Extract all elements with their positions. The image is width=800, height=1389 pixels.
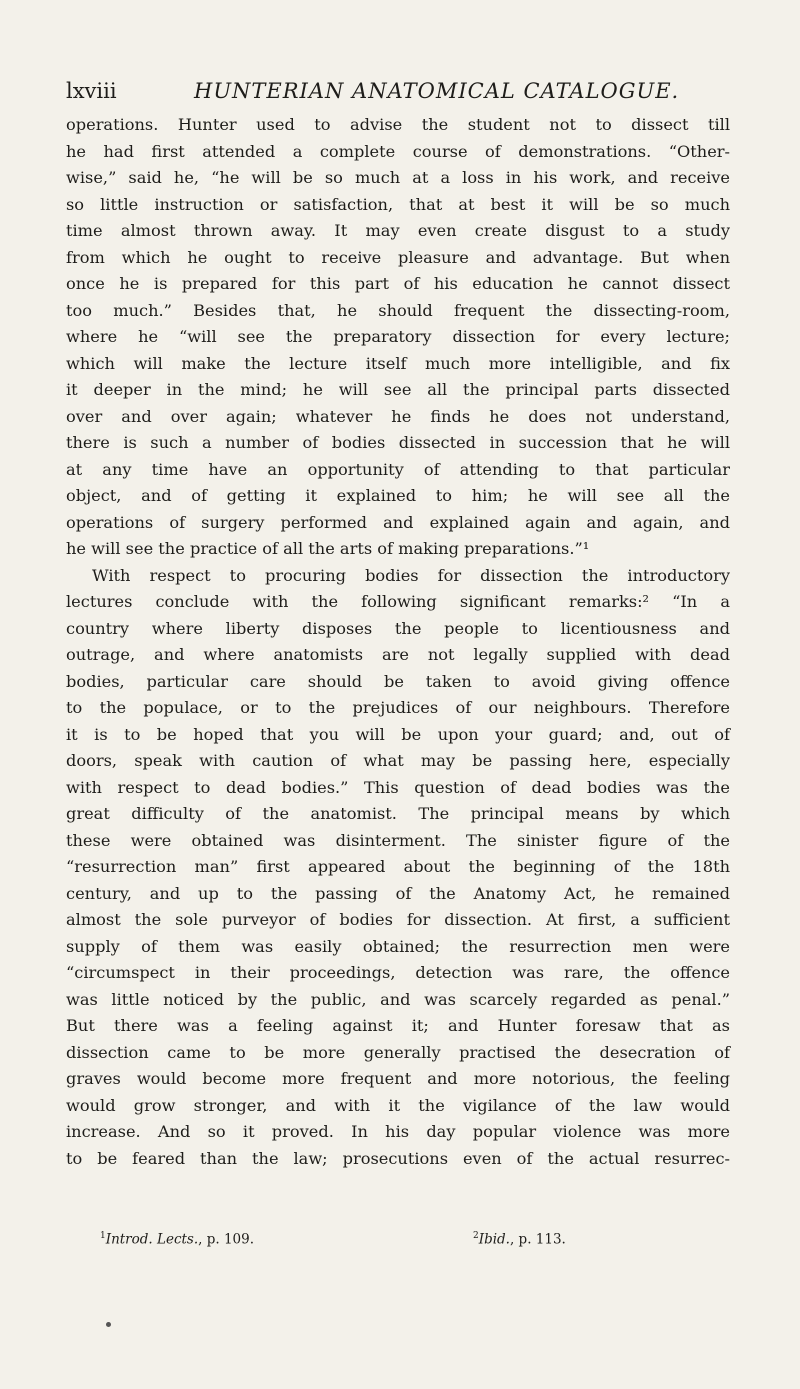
text-line: But there was a feeling against it; and Hunter foresaw that as xyxy=(66,1016,730,1035)
text-line: with respect to dead bodies.” This question of dead bodies was the xyxy=(66,777,730,797)
text-line: which will make the lecture itself much more intelligible, and fix xyxy=(66,353,730,373)
text-line: it deeper in the mind; he will see all the principal parts dissected xyxy=(66,380,730,399)
text-line: these were obtained was disinterment. The sinister figure of the xyxy=(66,830,730,850)
text-line: where he “will see the preparatory dissection for every lecture; xyxy=(66,327,730,346)
footnote-mark: 1 xyxy=(100,1231,106,1241)
text-line: lectures conclude with the following significant remarks:² “In a xyxy=(66,592,730,611)
text-line: almost the sole purveyor of bodies for dissection. At first, a sufficient xyxy=(66,910,730,929)
text-line: at any time have an opportunity of attending to that particular xyxy=(66,459,730,479)
page-number: lxviii xyxy=(66,79,117,103)
text-line: over and over again; whatever he finds he does not understand, xyxy=(66,406,730,426)
text-line: dissection came to be more generally practised the desecration of xyxy=(66,1042,730,1062)
text-line: too much.” Besides that, he should frequent the dissecting-room, xyxy=(66,300,730,320)
footnote-2 xyxy=(473,1227,566,1249)
text-line: increase. And so it proved. In his day popular violence was more xyxy=(66,1122,730,1141)
text-line: from which he ought to receive pleasure and advantage. But when xyxy=(66,247,730,267)
text-line: time almost thrown away. It may even create disgust to a study xyxy=(66,221,730,240)
text-line: century, and up to the passing of the Anatomy Act, he remained xyxy=(66,883,730,903)
text-line: he will see the practice of all the arts of making preparations.”¹ xyxy=(66,539,590,558)
text-line: With respect to procuring bodies for dissection the introductory xyxy=(92,565,730,585)
footnote-1 xyxy=(100,1227,254,1249)
body-text xyxy=(66,112,730,1172)
text-line: graves would become more frequent and more notorious, the feeling xyxy=(66,1069,730,1088)
ink-speck xyxy=(106,1322,111,1327)
text-line: operations of surgery performed and explained again and again, and xyxy=(66,512,730,532)
text-line: supply of them was easily obtained; the resurrection men were xyxy=(66,936,730,956)
text-line: once he is prepared for this part of his education he cannot dissect xyxy=(66,274,730,293)
text-line: there is such a number of bodies dissected in succession that he will xyxy=(66,433,730,452)
text-line: to be feared than the law; prosecutions even of the actual resurrec- xyxy=(66,1148,730,1168)
text-line: so little instruction or satisfaction, that at best it will be so much xyxy=(66,194,730,214)
text-line: operations. Hunter used to advise the student not to dissect till xyxy=(66,115,730,134)
text-line: was little noticed by the public, and was scarcely regarded as penal.” xyxy=(66,989,730,1009)
footnote-mark: 2 xyxy=(473,1231,479,1241)
footnote-page: , p. 113. xyxy=(509,1231,566,1248)
text-line: country where liberty disposes the people to licentiousness and xyxy=(66,618,730,638)
page-header xyxy=(66,78,686,104)
text-line: wise,” said he, “he will be so much at a loss in his work, and receive xyxy=(66,168,730,187)
text-line: doors, speak with caution of what may be passing here, especially xyxy=(66,751,730,770)
text-line: great difficulty of the anatomist. The principal means by which xyxy=(66,804,730,823)
text-line: to the populace, or to the prejudices of our neighbours. Therefore xyxy=(66,698,730,717)
text-line: outrage, and where anatomists are not legally supplied with dead xyxy=(66,645,730,664)
footnote-source: Introd. Lects. xyxy=(105,1231,199,1248)
text-line: would grow stronger, and with it the vigilance of the law would xyxy=(66,1095,730,1115)
footnote-page: , p. 109. xyxy=(198,1231,255,1248)
text-line: “resurrection man” first appeared about the beginning of the 18th xyxy=(66,857,730,876)
text-line: “circumspect in their proceedings, detection was rare, the offence xyxy=(66,963,730,982)
running-title: HUNTERIAN ANATOMICAL CATALOGUE. xyxy=(194,79,680,103)
text-line: object, and of getting it explained to him; he will see all the xyxy=(66,486,730,505)
footnote-source: Ibid. xyxy=(478,1231,510,1248)
text-line: bodies, particular care should be taken to avoid giving offence xyxy=(66,671,730,691)
text-line: it is to be hoped that you will be upon your guard; and, out of xyxy=(66,724,730,744)
text-line: he had first attended a complete course of demonstrations. “Other- xyxy=(66,141,730,161)
